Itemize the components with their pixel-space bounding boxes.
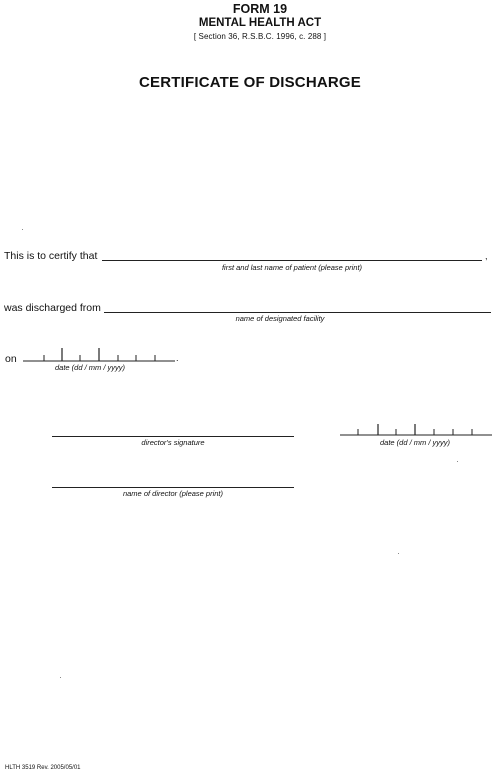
act-title: MENTAL HEALTH ACT <box>198 17 322 29</box>
patient-line-label: This is to certify that <box>4 250 98 262</box>
director-name-field[interactable] <box>52 487 294 488</box>
facility-line-label: was discharged from <box>4 302 101 314</box>
patient-name-caption: first and last name of patient (please print) <box>221 263 363 272</box>
form-number: FORM 19 <box>232 2 288 16</box>
discharge-date-caption: date (dd / mm / yyyy) <box>54 363 126 372</box>
scan-speck <box>22 229 23 230</box>
director-signature-field[interactable] <box>52 436 294 437</box>
patient-line-comma: , <box>485 251 488 261</box>
form-identifier: HLTH 3519 Rev. 2005/05/01 <box>5 765 81 771</box>
discharge-date-label: on <box>5 353 17 365</box>
statute-reference: [ Section 36, R.S.B.C. 1996, c. 288 ] <box>193 32 327 41</box>
document-title: CERTIFICATE OF DISCHARGE <box>138 74 362 91</box>
scan-speck <box>60 677 61 678</box>
patient-name-field[interactable] <box>102 260 482 261</box>
scan-speck <box>398 553 399 554</box>
discharge-date-period: . <box>176 353 179 363</box>
signature-date-caption: date (dd / mm / yyyy) <box>379 438 451 447</box>
scan-speck <box>457 461 458 462</box>
director-name-caption: name of director (please print) <box>122 489 224 498</box>
director-signature-caption: director's signature <box>141 438 205 447</box>
facility-name-field[interactable] <box>104 312 491 313</box>
facility-name-caption: name of designated facility <box>235 314 325 323</box>
